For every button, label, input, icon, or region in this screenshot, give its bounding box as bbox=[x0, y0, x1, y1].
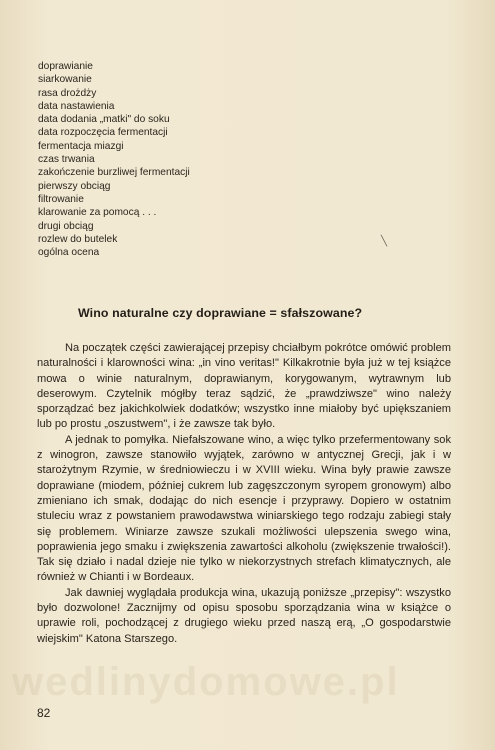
body-paragraph: A jednak to pomyłka. Niefałszowane wino, a więc tylko przefermentowany sok z winogron, zawsze stanowiło wyjątek, zarówno w antycznej Grecji, jak i w starożytnym Rzymie, w średniowieczu i w XVIII wieku. Wina były prawie zawsze doprawiane (miodem, później cukrem lub zagęszczonym syropem gronowym) albo zmieniano ich smak, dodając do nich esencje i przyprawy. Dopiero w ostatnim stuleciu wraz z powstaniem prawodawstwa winiarskiego tego rodzaju zabiegi stały się problemem. Winiarze zawsze szukali możliwości ulepszenia swego wina, poprawienia jego smaku i zwiększenia zawartości alkoholu (zwiększenie trwałości!). Tak się działo i nadal dzieje nie tylko w niekorzystnych strefach klimatycznych, ale również w Chianti i w Bordeaux. bbox=[37, 433, 451, 584]
checklist-item: data dodania „matki" do soku bbox=[38, 114, 170, 126]
checklist-item: zakończenie burzliwej fermentacji bbox=[38, 167, 190, 179]
checklist-item: drugi obciąg bbox=[38, 220, 94, 232]
checklist-item: rozlew do butelek bbox=[38, 233, 118, 245]
checklist-item: siarkowanie bbox=[38, 74, 92, 86]
ink-tick-mark: ╲ bbox=[381, 236, 388, 247]
wine-log-checklist bbox=[38, 60, 190, 259]
site-watermark: wedlinydomowe.pl bbox=[12, 660, 400, 704]
checklist-item: klarowanie za pomocą . . . bbox=[38, 207, 157, 219]
checklist-item: doprawianie bbox=[38, 61, 93, 72]
checklist-item: pierwszy obciąg bbox=[38, 180, 111, 192]
checklist-item: data rozpoczęcia fermentacji bbox=[38, 127, 168, 139]
checklist-item: ogólna ocena bbox=[38, 247, 100, 259]
body-paragraph: Jak dawniej wyglądała produkcja wina, ukazują poniższe „przepisy": wszystko było dozwolone! Zacznijmy od opisu sposobu sporządzania wina w książce o uprawie roli, pochodzącej z drugiego wieku przed naszą erą, „O gospodarstwie wiejskim" Katona Starszego. bbox=[37, 586, 451, 645]
body-paragraph: Na początek części zawierającej przepisy chciałbym pokrótce omówić problem naturalności i klarowności wina: „in vino veritas!" Kilkakrotnie była już w tej książce mowa o winie naturalnym, doprawianym, korygowanym, wytrawnym lub deserowym. Czytelnik mógłby teraz sądzić, że „prawdziwsze" wino należy sporządzać bez jakichkolwiek dodatków; wszystko inne miałoby być upiększaniem lub po prostu „oszustwem", i że zawsze tak było. bbox=[37, 342, 451, 431]
checklist-item: fermentacja miazgi bbox=[38, 140, 124, 152]
section-body bbox=[37, 341, 451, 647]
section-heading: Wino naturalne czy doprawiane = sfałszowane? bbox=[78, 306, 363, 320]
checklist-item: filtrowanie bbox=[38, 193, 84, 205]
checklist-item: data nastawienia bbox=[38, 100, 115, 112]
checklist-item: czas trwania bbox=[38, 154, 95, 166]
checklist-item: rasa drożdży bbox=[38, 87, 97, 99]
page-number: 82 bbox=[37, 706, 51, 720]
